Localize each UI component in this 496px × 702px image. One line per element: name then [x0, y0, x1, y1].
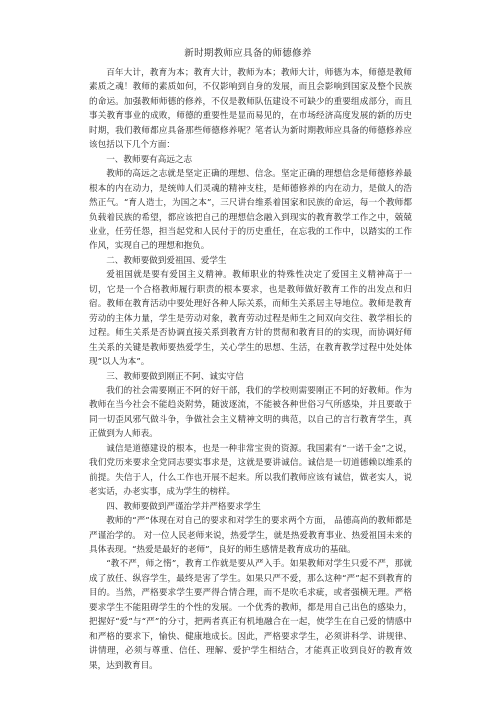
section-heading: 二、教师要做到爱祖国、爱学生 [106, 255, 227, 266]
body-paragraph: 诚信是道德建设的根本，也是一种非常宝贵的资源。我国素有“一诺千金”之说，我们党历来要求全党同志要实事求是，这就是要讲诚信。诚信是一切道德赖以维系的前提。失信于人，什么工作也开展不起来。所以我们教师应该有诚信，做老实人，说老实话，办老实事，成为学生的榜样。 [89, 443, 412, 498]
document-body [89, 66, 412, 673]
body-paragraph: 教师的高远之志就是坚定正确的理想、信念。坚定正确的理想信念是师德修养最根本的内在动力，是统帅人们灵魂的精神支柱，是师德修养的内在动力，是做人的浩然正气。“育人造士，为国之本”，三尺讲台维系着国家和民族的命运，每一个教师都负载着民族的希望，都应该把自己的理想信念融入到现实的教育教学工作之中，兢兢业业，任劳任怨，担当起党和人民付于的历史重任，在忘我的工作中，以踏实的工作作风，实现自己的理想和抱负。 [89, 169, 412, 252]
document-title: 新时期教师应具备的师德修养 [184, 48, 312, 59]
body-paragraph: 教师的“严”体现在对自己的要求和对学生的要求两个方面， 品德高尚的教师都是严谨治学的。 对一位人民老师来说，热爱学生，就是热爱教育事业、热爱祖国未来的具体表现。“热爱是最好的老师”，良好的师生感情是教育成功的基础。 [89, 516, 412, 555]
section-heading: 三、教师要做到刚正不阿、诚实守信 [106, 371, 244, 382]
body-paragraph: 我们的社会需要刚正不阿的好干部，我们的学校则需要刚正不阿的好教师。作为教师在当今社会不能趋炎附势，随波逐流，不能被各种世俗习气所感染，并且要敢于同一切歪风邪气做斗争，争做社会主义精神文明的典范，以自己的言行教育学生，真正做到为人师表。 [89, 385, 412, 440]
section-heading: 一、教师要有高远之志 [106, 154, 193, 165]
body-paragraph: “教不严，师之惰”，教育工作就是要从严入手。如果教师对学生只爱不严，那就成了放任、纵容学生，最终是害了学生。如果只严不爱，那么这种“严”起不到教育的目的。当然，严格要求学生要严得合情合理，而不是吹毛求疵，或者强横无理。严格要求学生不能阻碍学生的个性的发展。一个优秀的教师，都是用自己出色的感染力，把握好“爱”与“严”的分寸，把两者真正有机地融合在一起，使学生在自己爱的情感中和严格的要求下，愉快、健康地成长。因此，严格要求学生，必须讲科学、讲规律、讲情理，必须与尊重、信任、理解、爱护学生相结合，才能真正收到良好的教育效果，达到教育目。 [89, 559, 412, 671]
intro-paragraph: 百年大计，教育为本；教育大计，教师为本；教师大计，师德为本，师德是教师素质之魂！教师的素质如何，不仅影响到自身的发展，而且会影响到国家及整个民族的命运。加强教师师德的修养，不仅是教师队伍建设不可缺少的重要组成部分，而且事关教育事业的成败，师德的重要性是显而易见的，在市场经济高度发展的新的历史时期，我们教师都应具备那些师德修养呢？笔者认为新时期教师应具备的师德修养应该包括以下几个方面： [89, 68, 412, 151]
body-paragraph: 爱祖国就是要有爱国主义精神。教师职业的特殊性决定了爱国主义精神高于一切，它是一个合格教师履行职责的根本要求，也是教师做好教育工作的出发点和归宿。教师在教育活动中要处理好各种人际关系，而师生关系居主导地位。教师是教育劳动的主体力量，学生是劳动对象，教育劳动过程是师生之间双向交往、教学相长的过程。师生关系是否协调直接关系到教育方针的贯彻和教育目的的实现，而协调好师生关系的关键是教师要热爱学生，关心学生的思想、生活，在教育教学过程中处处体现“以人为本”。 [89, 270, 412, 368]
section-heading: 四、教师要做到严谨治学并严格要求学生 [106, 501, 261, 512]
